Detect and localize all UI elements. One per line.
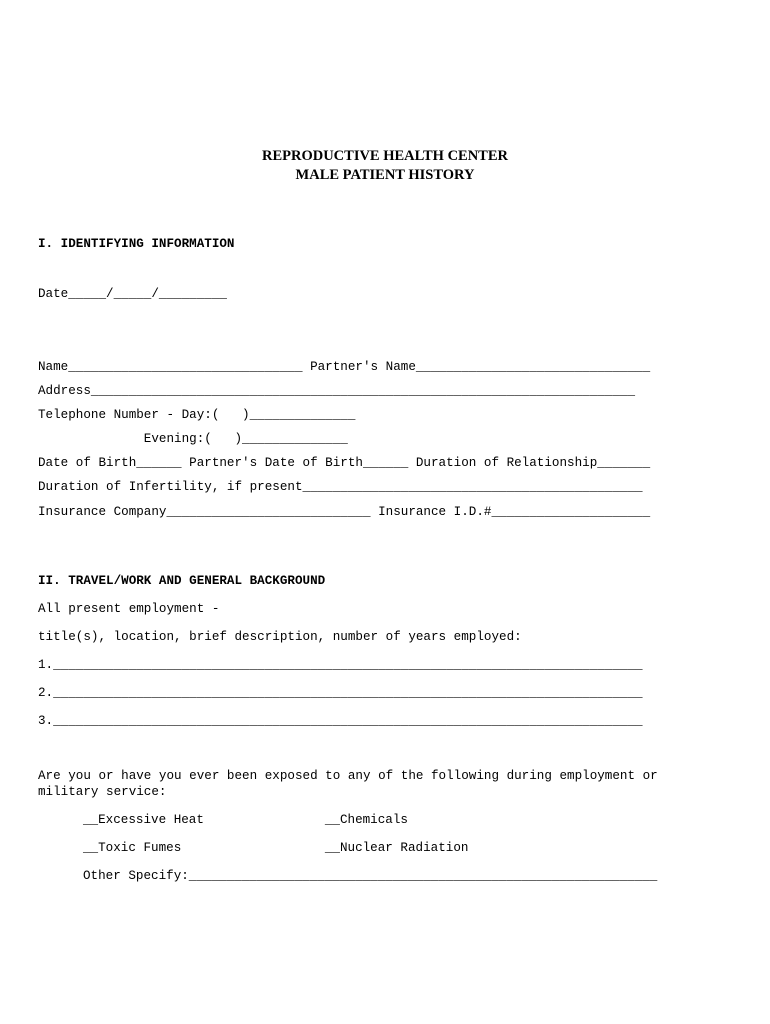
infertility-duration-field: Duration of Infertility, if present_____________________________________________ <box>38 480 643 494</box>
employment-line-2: 2.______________________________________________________________________________ <box>38 686 643 700</box>
birth-date-field: Date of Birth______ Partner's Date of Birth______ Duration of Relationship_______ <box>38 456 651 470</box>
employment-line-1: 1.______________________________________________________________________________ <box>38 658 643 672</box>
other-specify-field: Other Specify:______________________________________________________________ <box>83 869 658 883</box>
insurance-field: Insurance Company___________________________ Insurance I.D.#_____________________ <box>38 505 651 519</box>
form-title: REPRODUCTIVE HEALTH CENTER <box>261 148 508 164</box>
exposure-question-continued: military service: <box>38 785 167 799</box>
exposure-options-row-1: __Excessive Heat __Chemicals <box>83 813 408 827</box>
telephone-day-field: Telephone Number - Day:( )______________ <box>38 408 356 422</box>
employment-line-3: 3.______________________________________________________________________________ <box>38 714 643 728</box>
address-field: Address________________________________________________________________________ <box>38 384 636 398</box>
exposure-question: Are you or have you ever been exposed to any of the following during employment or <box>38 769 658 783</box>
telephone-evening-field: Evening:( )______________ <box>38 432 348 446</box>
employment-intro: All present employment - <box>38 602 220 616</box>
name-field: Name_______________________________ Partner's Name_______________________________ <box>38 360 651 374</box>
employment-description: title(s), location, brief description, number of years employed: <box>38 630 522 644</box>
section-heading-identifying: I. IDENTIFYING INFORMATION <box>38 237 235 251</box>
form-subtitle: MALE PATIENT HISTORY <box>295 167 475 183</box>
exposure-options-row-2: __Toxic Fumes __Nuclear Radiation <box>83 841 469 855</box>
date-field: Date_____/_____/_________ <box>38 287 227 301</box>
section-heading-travel-work: II. TRAVEL/WORK AND GENERAL BACKGROUND <box>38 574 326 588</box>
